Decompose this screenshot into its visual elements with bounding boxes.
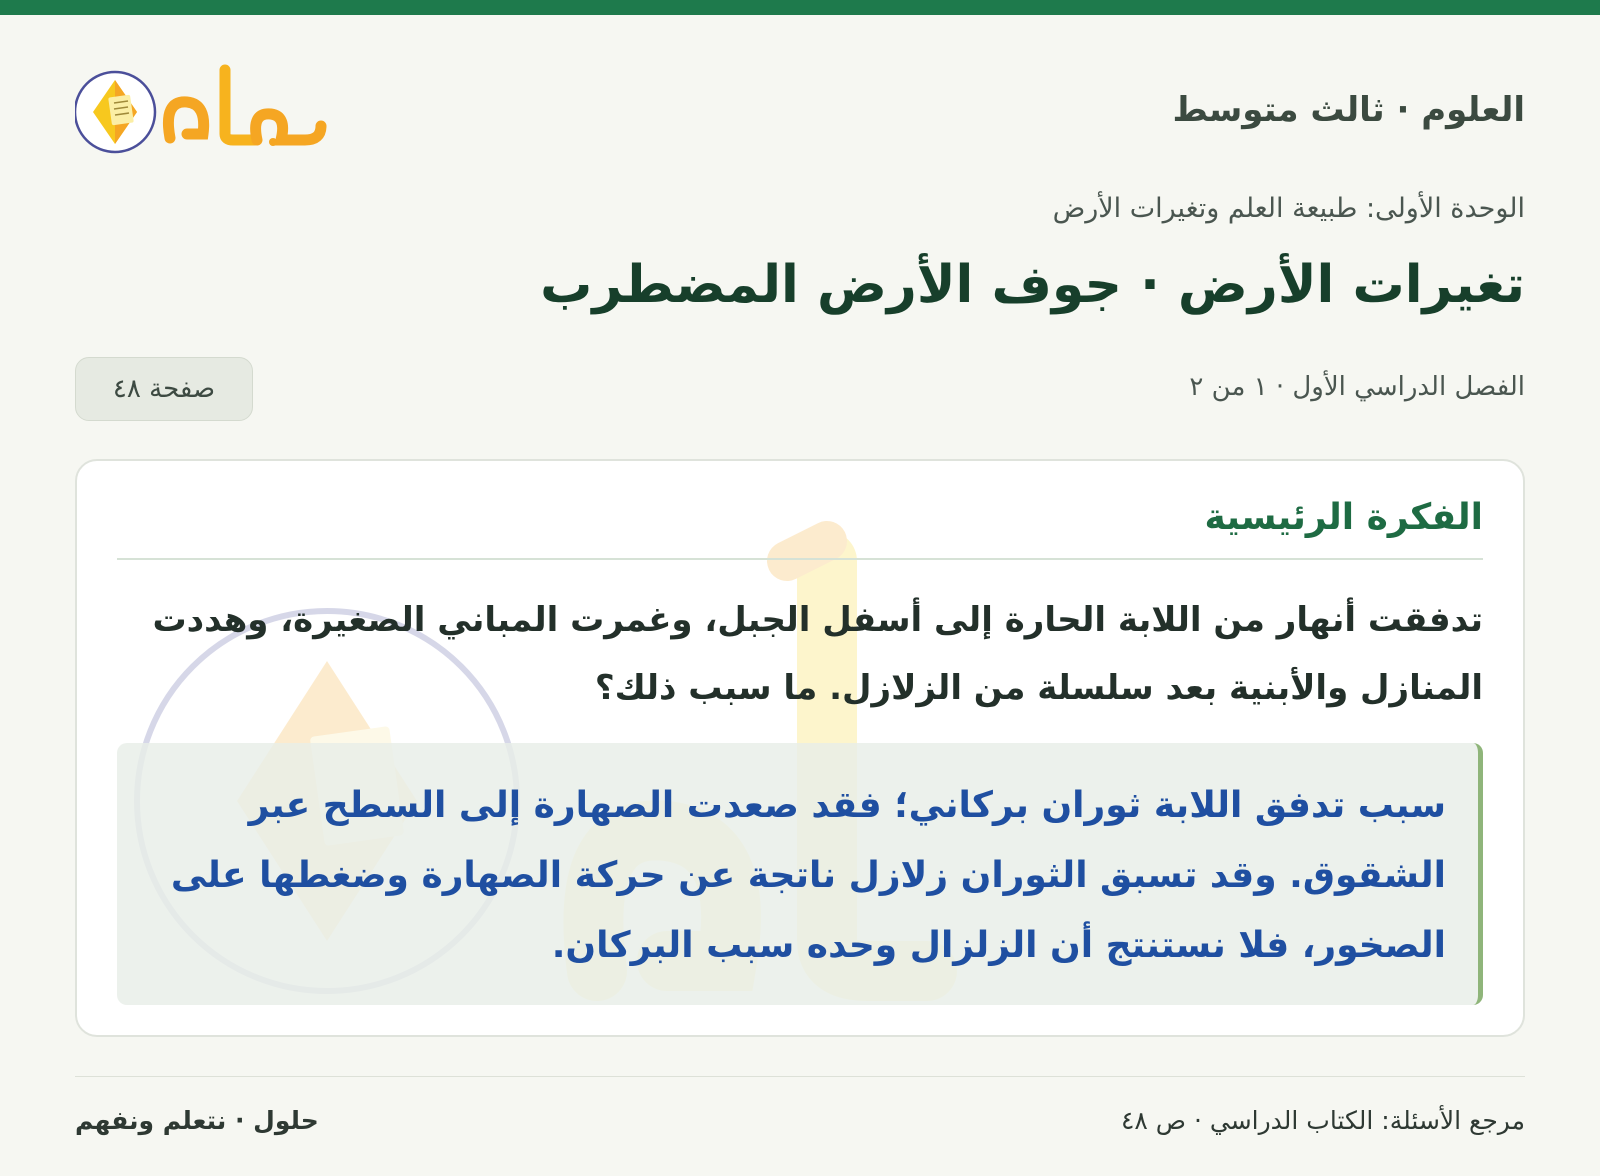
top-accent-bar xyxy=(0,0,1600,15)
footer-divider xyxy=(75,1076,1525,1077)
title-divider xyxy=(117,558,1483,560)
page-title: تغيرات الأرض · جوف الأرض المضطرب xyxy=(540,255,1525,315)
hulul-book-logo-icon[interactable] xyxy=(75,60,335,160)
footer-reference: مرجع الأسئلة: الكتاب الدراسي · ص ٤٨ xyxy=(1120,1106,1525,1135)
term-label: الفصل الدراسي الأول · ١ من ٢ xyxy=(1189,372,1525,402)
unit-label: الوحدة الأولى: طبيعة العلم وتغيرات الأرض xyxy=(1052,193,1525,224)
subject-grade-label: العلوم · ثالث متوسط xyxy=(1172,90,1525,130)
page-header xyxy=(75,60,1525,170)
footer-brand: حلول · نتعلم ونفهم xyxy=(75,1106,319,1135)
question-text: تدفقت أنهار من اللابة الحارة إلى أسفل الجبل، وغمرت المباني الصغيرة، وهددت المنازل والأبنية بعد سلسلة من الزلازل. ما سبب ذلك؟ xyxy=(152,600,1483,708)
main-idea-title: الفكرة الرئيسية xyxy=(1204,497,1483,538)
answer-box: سبب تدفق اللابة ثوران بركاني؛ فقد صعدت الصهارة إلى السطح عبر الشقوق. وقد تسبق الثوران زلازل ناتجة عن حركة الصهارة وضغطها على الصخور، فلا نستنتج أن الزلزال وحده سبب البركان. xyxy=(117,743,1483,1005)
page-number-badge: صفحة ٤٨ xyxy=(75,357,253,421)
main-idea-card xyxy=(75,459,1525,1037)
